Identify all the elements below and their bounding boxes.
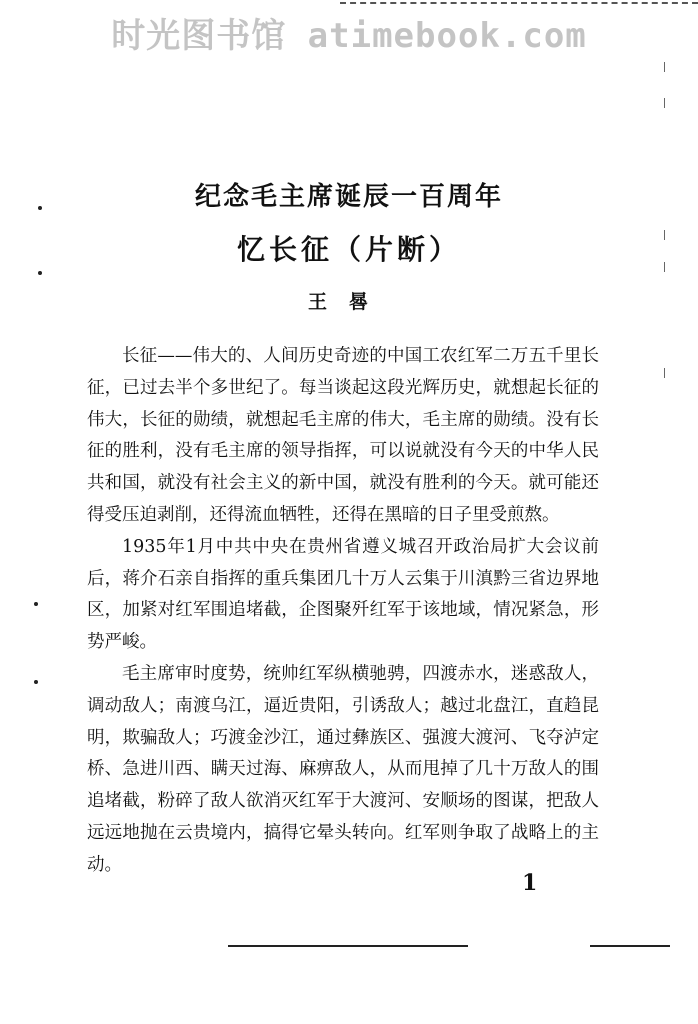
paragraph: 毛主席审时度势，统帅红军纵横驰骋，四渡赤水，迷惑敌人，调动敌人；南渡乌江，逼近贵阳，引诱敌人；越过北盘江，直趋昆明，欺骗敌人；巧渡金沙江，通过彝族区、强渡大渡河、飞夺泸定桥、急进川西、瞒天过海、麻痹敌人，从而甩掉了几十万敌人的围追堵截，粉碎了敌人欲消灭红军于大渡河、安顺场的图谋，把敌人远远地抛在云贵境内，搞得它晕头转向。红军则争取了战略上的主动。 — [87, 663, 599, 875]
margin-mark — [664, 368, 665, 378]
paragraph: 长征——伟大的、人间历史奇迹的中国工农红军二万五千里长征，已过去半个多世纪了。每当谈起这段光辉历史，就想起长征的伟大，长征的勋绩，就想起毛主席的伟大，毛主席的勋绩。没有长征的胜利，没有毛主席的领导指挥，可以说就没有今天的中华人民共和国，就没有社会主义的新中国，就没有胜利的今天。就可能还得受压迫剥削，还得流血牺牲，还得在黑暗的日子里受煎熬。 — [87, 346, 599, 525]
paragraph: 1935年1月中共中央在贵州省遵义城召开政治局扩大会议前后，蒋介石亲自指挥的重兵集团几十万人云集于川滇黔三省边界地区，加紧对红军围追堵截，企图聚歼红军于该地域，情况紧急，形势严峻。 — [87, 536, 599, 653]
article-title: 忆长征（片断） — [236, 233, 461, 266]
footer-rule — [590, 945, 670, 947]
scan-speck — [34, 602, 38, 606]
scan-speck — [34, 680, 38, 684]
margin-mark — [664, 62, 665, 72]
watermark: 时光图书馆 atimebook.com — [111, 16, 587, 56]
article-body — [87, 341, 599, 882]
footer-rule — [228, 945, 468, 947]
article-series-title: 纪念毛主席诞辰一百周年 — [194, 182, 503, 212]
scan-speck — [38, 271, 42, 275]
margin-mark — [664, 98, 665, 108]
page-number: 1 — [522, 870, 538, 896]
author-name: 王晷 — [307, 291, 390, 313]
